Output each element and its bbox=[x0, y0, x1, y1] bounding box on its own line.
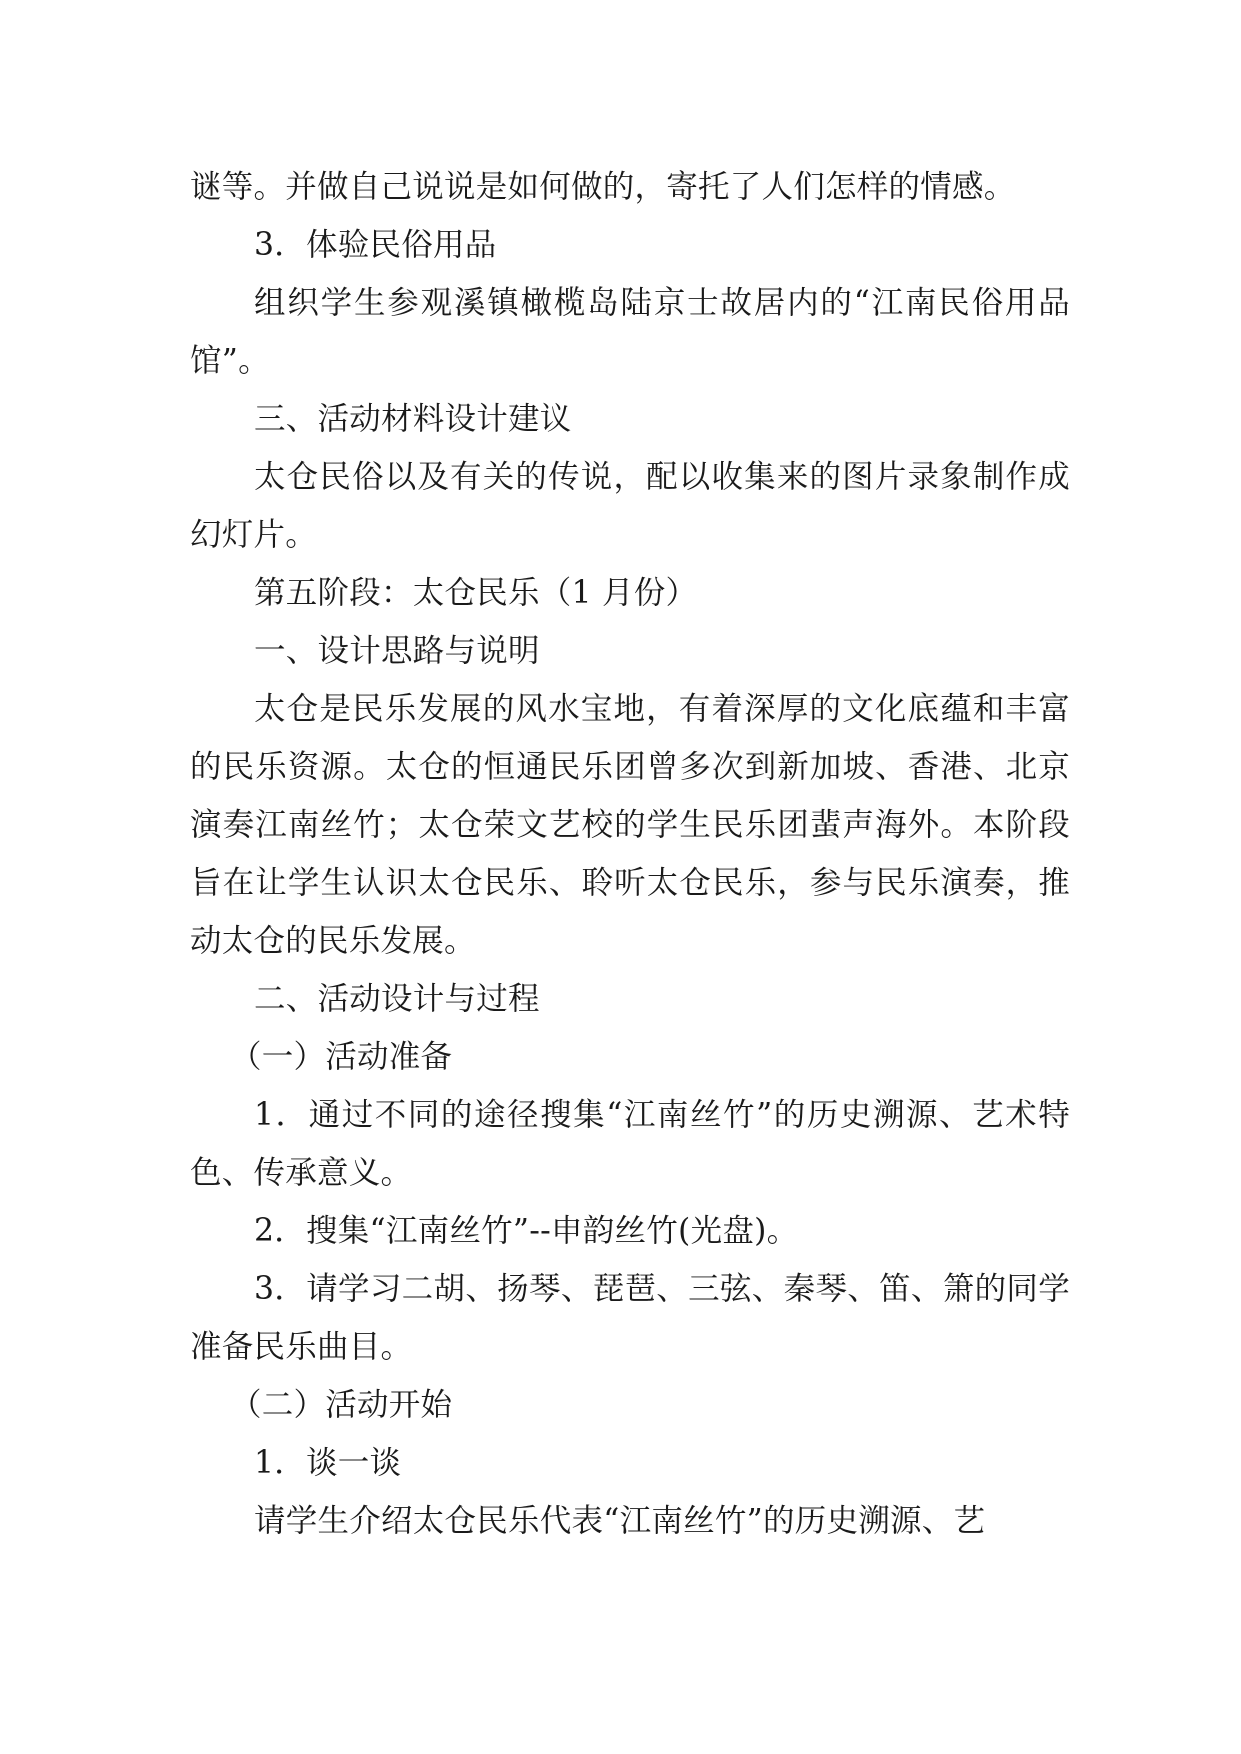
paragraph-continuation: 谜等。并做自己说说是如何做的，寄托了人们怎样的情感。 bbox=[190, 169, 1016, 205]
item-heading-experience-folk-goods: 3．体验民俗用品 bbox=[254, 227, 497, 263]
section-heading-materials: 三、活动材料设计建议 bbox=[254, 401, 572, 437]
item-heading-talk: 1．谈一谈 bbox=[254, 1445, 402, 1481]
document-body bbox=[190, 158, 1070, 1550]
list-item-collect-disc: 2．搜集“江南丝竹”--申韵丝竹(光盘)。 bbox=[254, 1213, 799, 1249]
paragraph-introduce-history: 请学生介绍太仓民乐代表“江南丝竹”的历史溯源、艺 bbox=[254, 1503, 986, 1539]
subsection-heading-preparation: （一）活动准备 bbox=[230, 1039, 453, 1075]
list-item-collect-history: 1．通过不同的途径搜集“江南丝竹”的历史溯源、艺术特色、传承意义。 bbox=[190, 1097, 1070, 1191]
stage-heading-folk-music: 第五阶段：太仓民乐（1 月份） bbox=[254, 575, 698, 611]
paragraph-design-idea: 太仓是民乐发展的风水宝地，有着深厚的文化底蕴和丰富的民乐资源。太仓的恒通民乐团曾多次到新加坡、香港、北京演奏江南丝竹；太仓荣文艺校的学生民乐团蜚声海外。本阶段旨在让学生认识太仓民乐、聆听太仓民乐，参与民乐演奏，推动太仓的民乐发展。 bbox=[190, 691, 1070, 959]
paragraph-materials: 太仓民俗以及有关的传说，配以收集来的图片录象制作成幻灯片。 bbox=[190, 459, 1070, 553]
subsection-heading-start: （二）活动开始 bbox=[230, 1387, 453, 1423]
paragraph-visit-museum: 组织学生参观溪镇橄榄岛陆京士故居内的“江南民俗用品馆”。 bbox=[190, 285, 1070, 379]
section-heading-activity-process: 二、活动设计与过程 bbox=[254, 981, 540, 1017]
section-heading-design-idea: 一、设计思路与说明 bbox=[254, 633, 540, 669]
list-item-prepare-repertoire: 3．请学习二胡、扬琴、琵琶、三弦、秦琴、笛、箫的同学准备民乐曲目。 bbox=[190, 1271, 1070, 1365]
